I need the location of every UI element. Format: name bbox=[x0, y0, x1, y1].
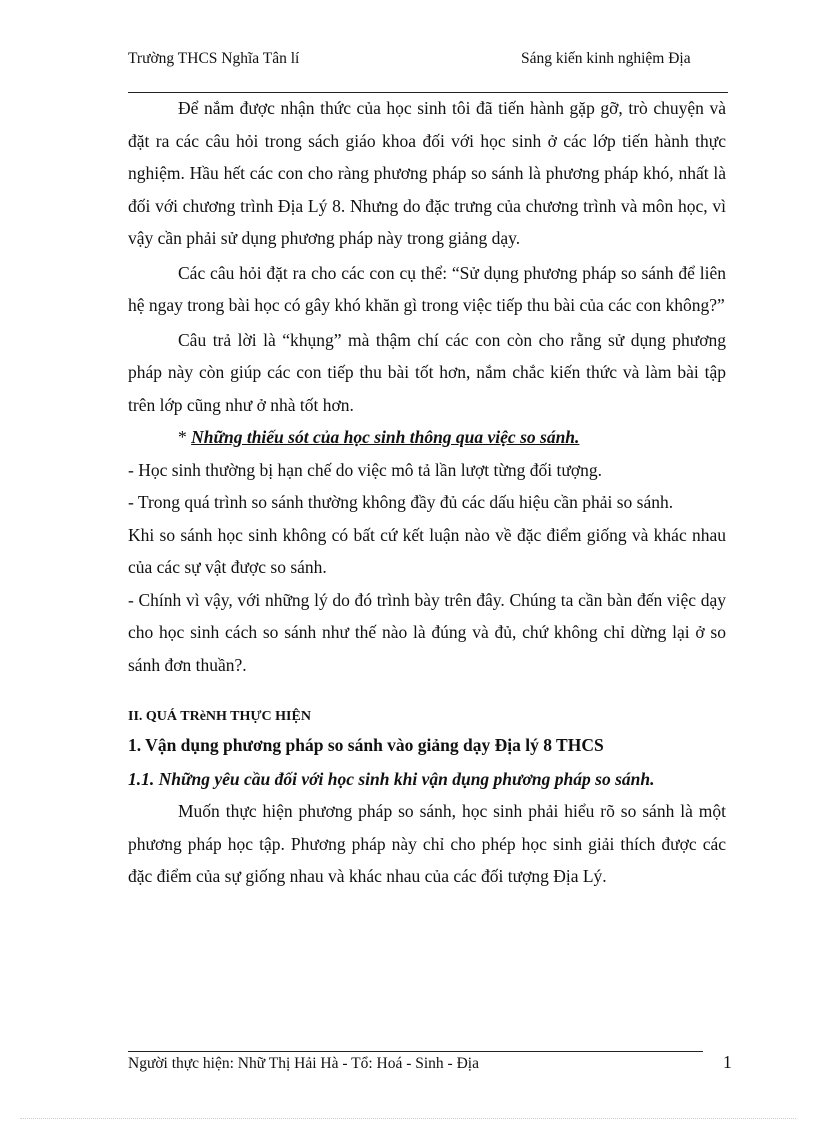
header-title: Sáng kiến kinh nghiệm Địa bbox=[521, 50, 691, 67]
page-body bbox=[128, 92, 726, 893]
footer-author: Người thực hiện: Nhữ Thị Hải Hà - Tổ: Hoá - Sinh - Địa bbox=[128, 1055, 479, 1072]
paragraph-3: Câu trả lời là “khụng” mà thậm chí các con còn cho rằng sử dụng phương pháp này còn giúp các con tiếp thu bài tốt hơn, nắm chắc kiến thức và làm bài tập trên lớp cũng như ở nhà tốt hơn. bbox=[128, 329, 726, 415]
section-heading: II. QUÁ TRèNH THỰC HIỆN bbox=[128, 709, 311, 724]
paragraph-1: Để nắm được nhận thức của học sinh tôi đã tiến hành gặp gỡ, trò chuyện và đặt ra các câu hỏi trong sách giáo khoa đối với học sinh ở các lớp tiến hành thực nghiệm. Hầu hết các con cho ràng phương pháp so sánh là phương pháp khó, nhất là đối với chương trình Địa Lý 8. Nhưng do đặc trưng của chương trình và môn học, vì vậy cần phải sử dụng phương pháp này trong giảng dạy. bbox=[128, 98, 726, 248]
header-school: Trường THCS Nghĩa Tân lí bbox=[128, 50, 300, 67]
paragraph-5: Muốn thực hiện phương pháp so sánh, học sinh phải hiểu rõ so sánh là một phương pháp học tập. Phương pháp này chỉ cho phép học sinh giải thích được các đặc điểm của sự giống nhau và khác nhau của các đối tượng Địa Lý. bbox=[128, 801, 726, 886]
footer-rule bbox=[128, 1051, 703, 1052]
subheading-text: Những thiếu sót của học sinh thông qua việc so sánh. bbox=[191, 427, 580, 447]
bullet-2: - Trong quá trình so sánh thường không đầy đủ các dấu hiệu cần phải so sánh. bbox=[128, 492, 674, 512]
heading-1-1: 1.1. Những yêu cầu đối với học sinh khi vận dụng phương pháp so sánh. bbox=[128, 769, 655, 789]
bullet-1: - Học sinh thường bị hạn chế do việc mô tả lần lượt từng đối tượng. bbox=[128, 459, 602, 480]
paragraph-4: Khi so sánh học sinh không có bất cứ kết luận nào về đặc điểm giống và khác nhau của các sự vật được so sánh. bbox=[128, 524, 726, 577]
paragraph-2: Các câu hỏi đặt ra cho các con cụ thể: “Sử dụng phương pháp so sánh để liên hệ ngay trong bài học có gây khó khăn gì trong việc tiếp thu bài của các con không?” bbox=[128, 262, 726, 315]
page-edge bbox=[20, 1118, 796, 1119]
subheading-star: * bbox=[178, 427, 187, 447]
heading-1: 1. Vận dụng phương pháp so sánh vào giảng dạy Địa lý 8 THCS bbox=[128, 735, 604, 755]
subheading-shortcomings bbox=[128, 421, 726, 454]
page-number: 1 bbox=[723, 1052, 732, 1072]
bullet-3: - Chính vì vậy, với những lý do đó trình bày trên đây. Chúng ta cần bàn đến việc dạy cho học sinh cách so sánh như thế nào là đúng và đủ, chứ không chỉ dừng lại ở so sánh đơn thuần?. bbox=[128, 589, 726, 675]
